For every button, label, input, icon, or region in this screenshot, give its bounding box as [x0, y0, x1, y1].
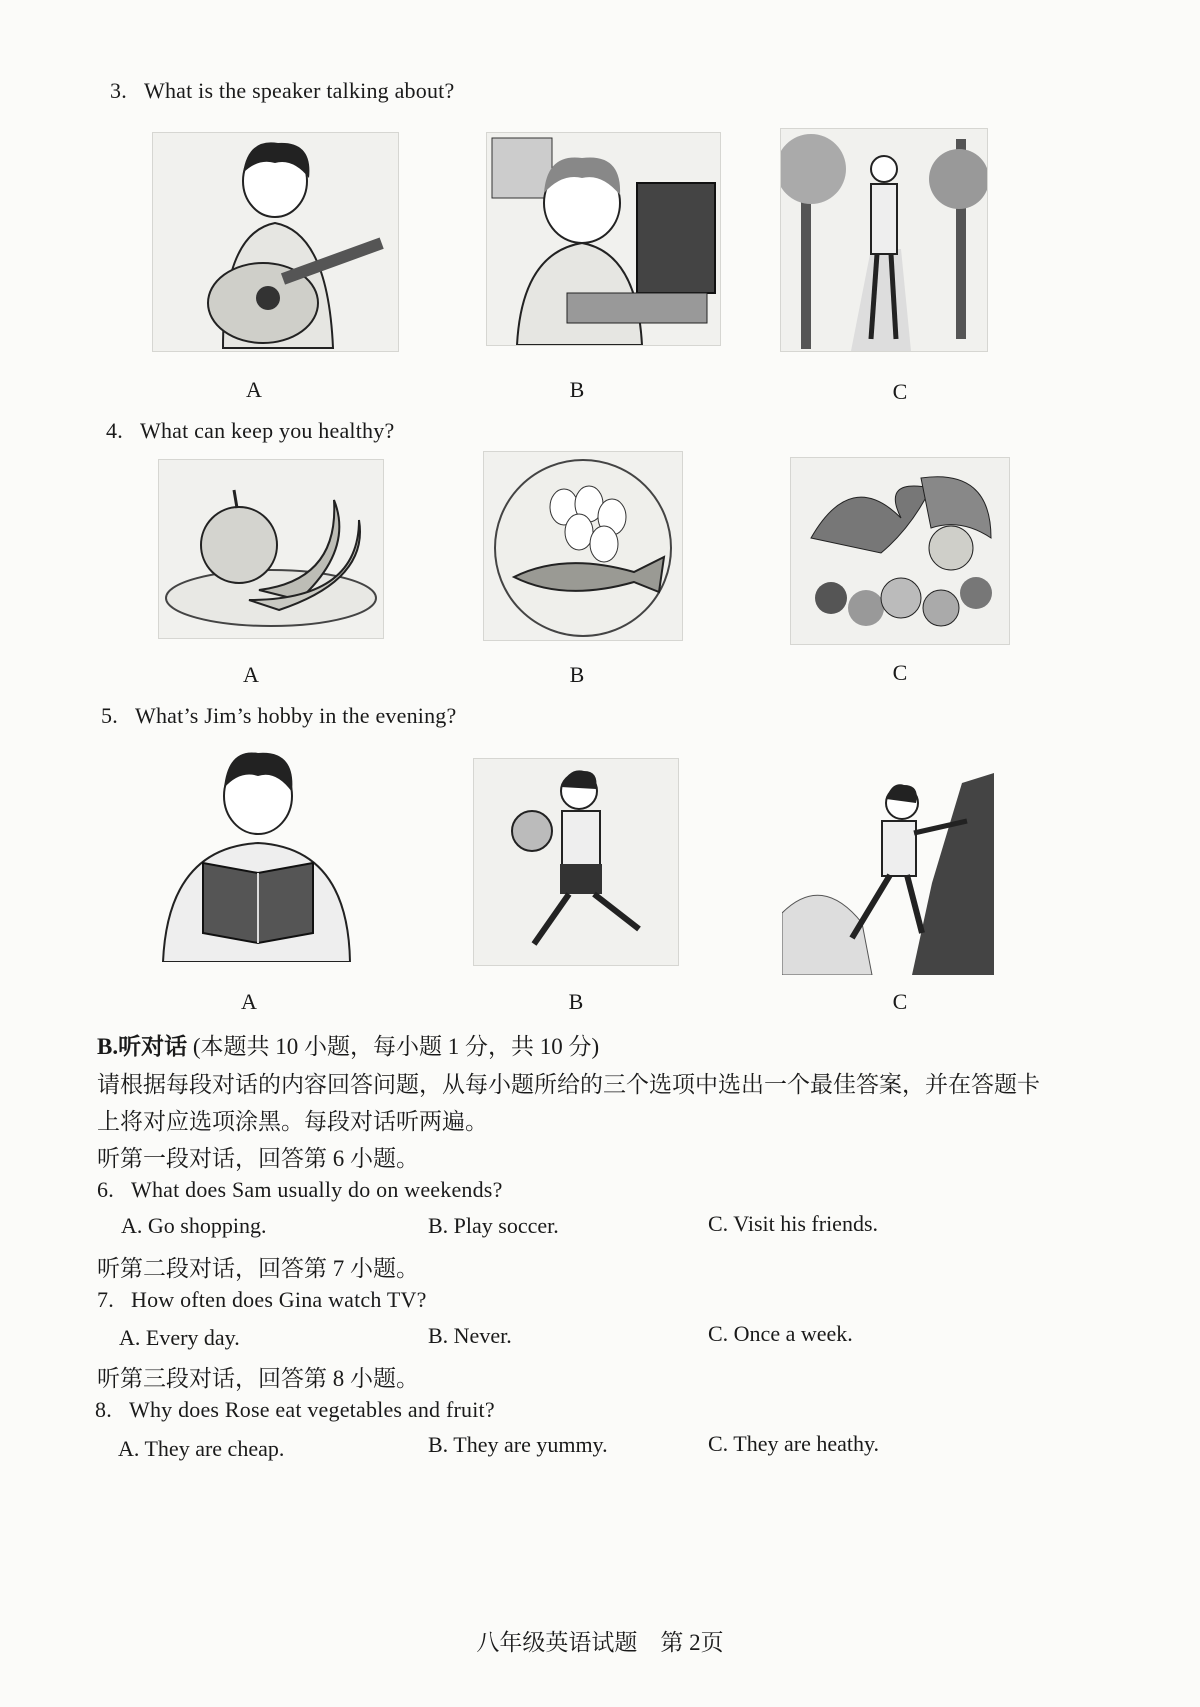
- option-label-B: B: [569, 662, 585, 687]
- option-C[interactable]: C. Once a week.: [708, 1321, 853, 1346]
- question-number: 6.: [97, 1177, 114, 1202]
- picture-computer[interactable]: [486, 132, 721, 346]
- option-C[interactable]: C. Visit his friends.: [708, 1211, 879, 1236]
- question-5: [101, 703, 456, 729]
- option-label-C: C: [892, 989, 908, 1014]
- question-4: [106, 418, 394, 444]
- option-label-B: B: [568, 989, 584, 1014]
- question-7: [97, 1287, 427, 1313]
- question-text: Why does Rose eat vegetables and fruit?: [129, 1397, 495, 1422]
- option-B[interactable]: B. Play soccer.: [428, 1213, 559, 1238]
- option-B[interactable]: B. They are yummy.: [428, 1432, 608, 1457]
- instruction-line-2: 上将对应选项涂黑。每段对话听两遍。: [97, 1109, 488, 1134]
- question-8: [95, 1397, 495, 1423]
- picture-climbing[interactable]: [782, 763, 994, 975]
- boy-computer-illustration: [487, 133, 720, 345]
- question-number: 3.: [110, 78, 127, 103]
- question-3: [110, 78, 454, 104]
- question-text: What does Sam usually do on weekends?: [131, 1177, 503, 1202]
- option-A[interactable]: A. Go shopping.: [121, 1213, 267, 1238]
- question-6: [97, 1177, 503, 1203]
- picture-basketball[interactable]: [473, 758, 679, 966]
- option-label-C: C: [892, 660, 908, 685]
- picture-walking[interactable]: [780, 128, 988, 352]
- boy-basketball-illustration: [474, 759, 678, 965]
- question-text: What can keep you healthy?: [140, 418, 395, 443]
- question-number: 5.: [101, 703, 118, 728]
- section-b-title: [97, 1028, 599, 1061]
- page-footer: 八年级英语试题 第 2页: [476, 1630, 724, 1655]
- apple-bananas-illustration: [159, 460, 383, 638]
- option-label-A: A: [241, 989, 257, 1014]
- question-text: What is the speaker talking about?: [144, 78, 455, 103]
- question-number: 8.: [95, 1397, 112, 1422]
- option-C[interactable]: C. They are heathy.: [708, 1431, 880, 1456]
- picture-vegetables[interactable]: [790, 457, 1010, 645]
- dialogue-intro: 听第二段对话，回答第 7 小题。: [97, 1256, 419, 1281]
- option-A[interactable]: A. They are cheap.: [118, 1436, 285, 1461]
- dialogue-intro: 听第三段对话，回答第 8 小题。: [97, 1366, 419, 1391]
- picture-reading[interactable]: [158, 748, 355, 962]
- boy-guitar-illustration: [153, 133, 398, 351]
- vegetables-illustration: [791, 458, 1009, 644]
- section-heading: B.听对话: [97, 1034, 188, 1059]
- option-A[interactable]: A. Every day.: [119, 1325, 240, 1350]
- picture-eggs-fish[interactable]: [483, 451, 683, 641]
- eggs-fish-illustration: [484, 452, 682, 640]
- question-number: 4.: [106, 418, 123, 443]
- boy-climbing-illustration: [782, 763, 994, 975]
- section-note: (本题共 10 小题，每小题 1 分，共 10 分): [192, 1034, 600, 1059]
- option-label-A: A: [243, 662, 259, 687]
- question-text: What’s Jim’s hobby in the evening?: [135, 703, 457, 728]
- option-B[interactable]: B. Never.: [428, 1323, 512, 1348]
- picture-guitar[interactable]: [152, 132, 399, 352]
- question-number: 7.: [97, 1287, 114, 1312]
- boy-reading-illustration: [158, 748, 355, 962]
- option-label-A: A: [246, 377, 262, 402]
- dialogue-intro: 听第一段对话，回答第 6 小题。: [97, 1146, 419, 1171]
- instruction-line-1: 请根据每段对话的内容回答问题，从每小题所给的三个选项中选出一个最佳答案，并在答题卡: [97, 1072, 1040, 1097]
- picture-apple-bananas[interactable]: [158, 459, 384, 639]
- question-text: How often does Gina watch TV?: [131, 1287, 427, 1312]
- option-label-B: B: [569, 377, 585, 402]
- boy-walking-illustration: [781, 129, 987, 351]
- option-label-C: C: [892, 379, 908, 404]
